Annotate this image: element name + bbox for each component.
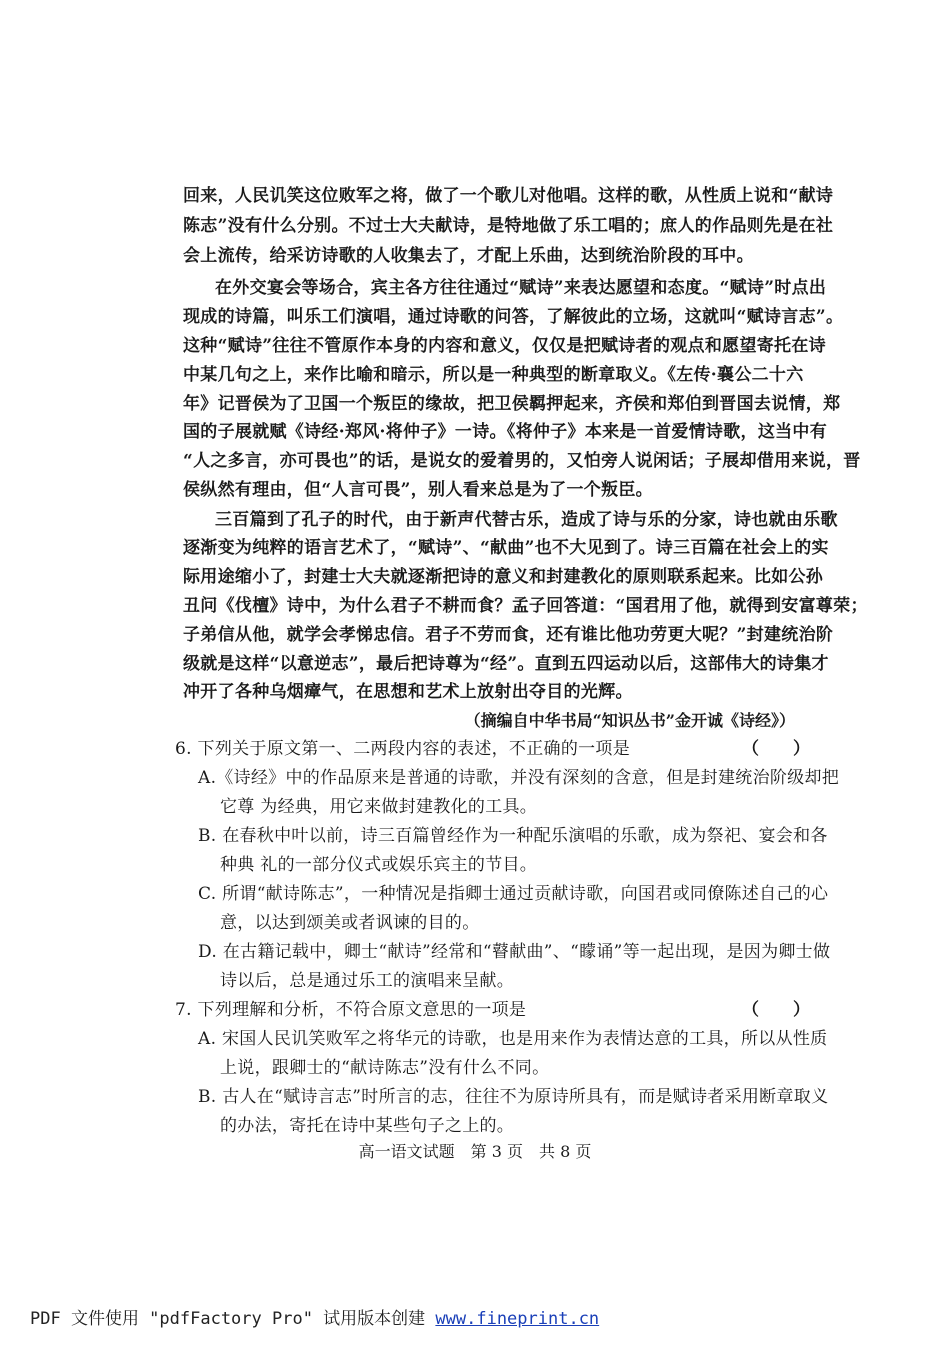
question-7-option-a-cont: 上说，跟卿士的“献诗陈志”没有什么不同。: [220, 1058, 550, 1078]
question-7-answer-bracket: （ ）: [742, 1000, 810, 1020]
passage-line: 级就是这样“以意逆志”，最后把诗尊为“经”。直到五四运动以后，这部伟大的诗集才: [183, 654, 829, 674]
passage-line: 现成的诗篇，叫乐工们演唱，通过诗歌的问答，了解彼此的立场，这就叫“赋诗言志”。: [183, 307, 844, 327]
pdf-watermark: [30, 1306, 599, 1332]
passage-line: 国的子展就赋《诗经·郑风·将仲子》一诗。《将仲子》本来是一首爱情诗歌，这当中有: [183, 422, 828, 442]
passage-line: 在外交宴会等场合，宾主各方往往通过“赋诗”来表达愿望和态度。“赋诗”时点出: [215, 278, 827, 298]
passage-line: 丑问《伐檀》诗中，为什么君子不耕而食？孟子回答道：“国君用了他，就得到安富尊荣；: [183, 596, 868, 616]
question-6-option-b-cont: 种典 礼的一部分仪式或娱乐宾主的节目。: [220, 855, 538, 875]
question-6-option-c: C. 所谓“献诗陈志”，一种情况是指卿士通过贡献诗歌，向国君或同僚陈述自己的心: [198, 884, 829, 904]
passage-line: 这种“赋诗”往往不管原作本身的内容和意义，仅仅是把赋诗者的观点和愿望寄托在诗: [183, 336, 826, 356]
passage-line: 逐渐变为纯粹的语言艺术了，“赋诗”、“献曲”也不大见到了。诗三百篇在社会上的实: [183, 538, 829, 558]
passage-line: 子弟信从他，就学会孝悌忠信。君子不劳而食，还有谁比他功劳更大呢？”封建统治阶: [183, 625, 834, 645]
question-6-stem: 6. 下列关于原文第一、二两段内容的表述，不正确的一项是: [175, 739, 631, 759]
passage-line: 冲开了各种乌烟瘴气，在思想和艺术上放射出夺目的光辉。: [183, 682, 633, 702]
question-6-option-d: D. 在古籍记载中，卿士“献诗”经常和“瞽献曲”、“矇诵”等一起出现，是因为卿士做: [198, 942, 831, 962]
passage-line: 三百篇到了孔子的时代，由于新声代替古乐，造成了诗与乐的分家，诗也就由乐歌: [215, 510, 838, 530]
watermark-text: PDF 文件使用 "pdfFactory Pro" 试用版本创建: [30, 1309, 436, 1329]
fineprint-link[interactable]: www.fineprint.cn: [435, 1309, 600, 1329]
question-6-option-c-cont: 意，以达到颂美或者讽谏的目的。: [220, 913, 480, 933]
question-7-option-b: B. 古人在“赋诗言志”时所言的志，往往不为原诗所具有，而是赋诗者采用断章取义: [198, 1087, 829, 1107]
question-6-option-a-cont: 它尊 为经典，用它来做封建教化的工具。: [220, 797, 538, 817]
passage-line: 中某几句之上，来作比喻和暗示，所以是一种典型的断章取义。《左传·襄公二十六: [183, 365, 804, 385]
passage-line: 年》记晋侯为了卫国一个叛臣的缘故，把卫侯羁押起来，齐侯和郑伯到晋国去说情，郑: [183, 394, 841, 414]
question-6-option-d-cont: 诗以后，总是通过乐工的演唱来呈献。: [220, 971, 515, 991]
page-footer: 高一语文试题 第 3 页 共 8 页: [358, 1142, 592, 1161]
passage-line: 侯纵然有理由，但“人言可畏”，别人看来总是为了一个叛臣。: [183, 480, 653, 500]
question-7-option-a: A. 宋国人民讥笑败军之将华元的诗歌，也是用来作为表情达意的工具，所以从性质: [198, 1029, 828, 1049]
passage-line: 会上流传，给采访诗歌的人收集去了，才配上乐曲，达到统治阶段的耳中。: [183, 246, 754, 266]
passage-line: 际用途缩小了，封建士大夫就逐渐把诗的意义和封建教化的原则联系起来。比如公孙: [183, 567, 824, 587]
passage-line: “人之多言，亦可畏也”的话，是说女的爱着男的，又怕旁人说闲话；子展却借用来说，晋: [183, 451, 861, 471]
question-7-option-b-cont: 的办法，寄托在诗中某些句子之上的。: [220, 1116, 515, 1136]
question-6-option-a: A.《诗经》中的作品原来是普通的诗歌，并没有深刻的含意，但是封建统治阶级却把: [198, 768, 840, 788]
question-6-answer-bracket: （ ）: [742, 739, 810, 759]
question-6-option-b: B. 在春秋中叶以前，诗三百篇曾经作为一种配乐演唱的乐歌，成为祭祀、宴会和各: [198, 826, 828, 846]
passage-line: 回来，人民讥笑这位败军之将，做了一个歌儿对他唱。这样的歌，从性质上说和“献诗: [183, 186, 834, 206]
passage-source: （摘编自中华书局“知识丛书”金开诚《诗经》）: [464, 711, 795, 730]
passage-line: 陈志”没有什么分别。不过士大夫献诗，是特地做了乐工唱的；庶人的作品则先是在社: [183, 216, 834, 236]
question-7-stem: 7. 下列理解和分析，不符合原文意思的一项是: [175, 1000, 527, 1020]
